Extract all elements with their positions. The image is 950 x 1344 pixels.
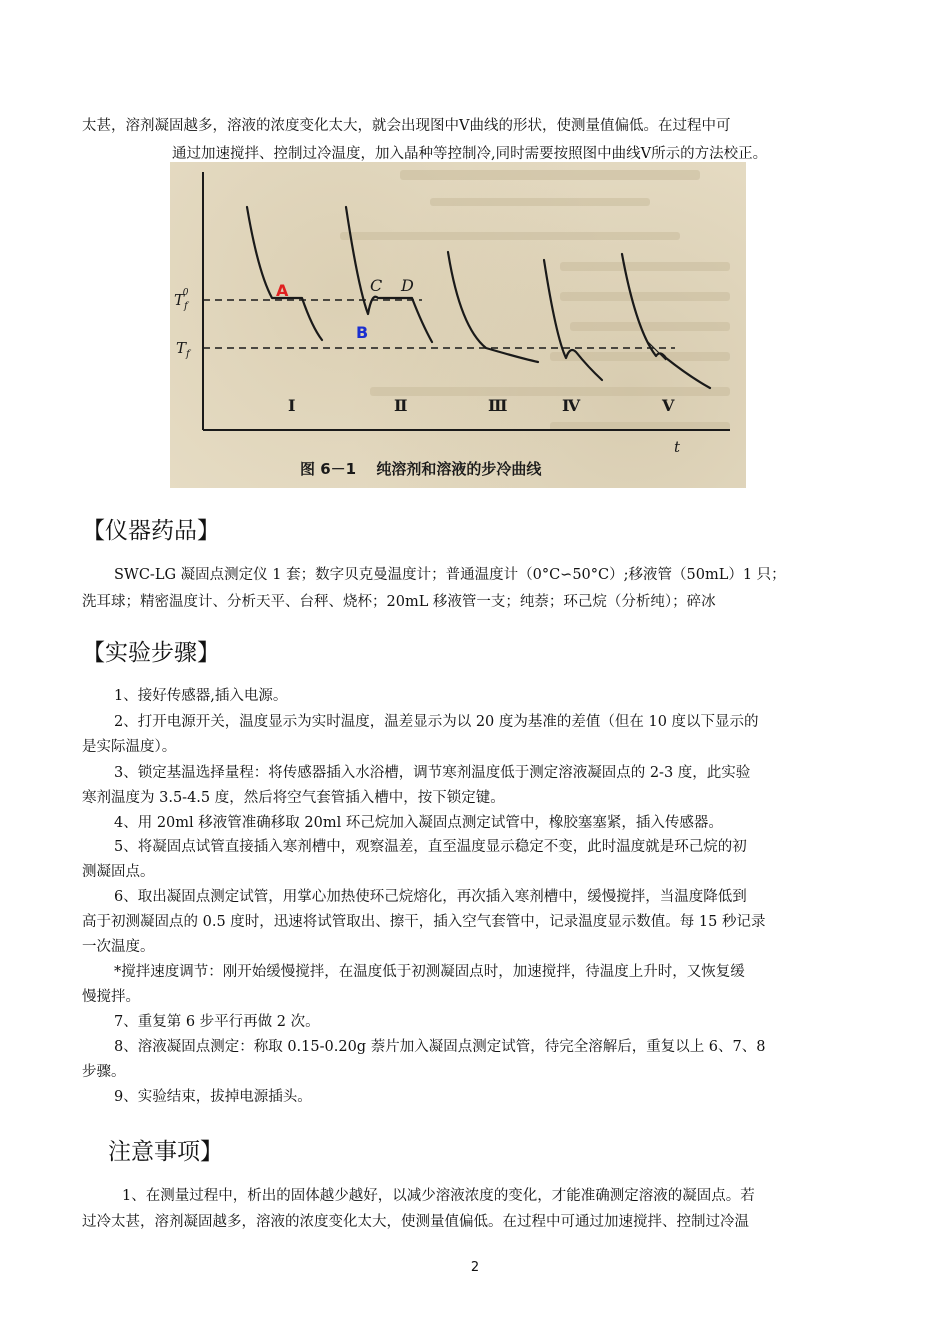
point-b-label: B bbox=[356, 323, 369, 342]
tf-label: $T_f$ bbox=[176, 339, 190, 360]
curve-4 bbox=[544, 260, 602, 380]
curve-2 bbox=[346, 207, 432, 342]
curve-label-2: Ⅱ bbox=[394, 396, 408, 415]
step-line: *搅拌速度调节：刚开始缓慢搅拌，在温度低于初测凝固点时，加速搅拌，待温度上升时，又恢复缓 bbox=[114, 964, 745, 980]
step-line: 3、锁定基温选择量程：将传感器插入水浴槽，调节寒剂温度低于测定溶液凝固点的 2-3 度，此实验 bbox=[114, 765, 751, 781]
instruments-heading: 【仪器药品】 bbox=[82, 518, 220, 544]
step-line: 寒剂温度为 3.5-4.5 度，然后将空气套管插入槽中，按下锁定键。 bbox=[82, 790, 505, 806]
page-number: 2 bbox=[470, 1260, 480, 1275]
step-line: 是实际温度）。 bbox=[82, 739, 177, 755]
curve-label-1: Ⅰ bbox=[288, 396, 296, 415]
step-line: 测凝固点。 bbox=[82, 864, 155, 880]
curve-label-4: Ⅳ bbox=[562, 396, 581, 415]
steps-heading: 【实验步骤】 bbox=[82, 640, 220, 666]
notes-line-2: 过冷太甚，溶剂凝固越多，溶液的浓度变化太大，使测量值偏低。在过程中可通过加速搅拌、控制过冷温 bbox=[82, 1214, 749, 1230]
point-c-label: C bbox=[370, 276, 383, 295]
step-line: 慢搅拌。 bbox=[82, 989, 140, 1005]
step-line: 6、取出凝固点测定试管，用掌心加热使环己烷熔化，再次插入寒剂槽中，缓慢搅拌，当温度降低到 bbox=[114, 889, 747, 905]
step-line: 4、用 20ml 移液管准确移取 20ml 环己烷加入凝固点测定试管中，橡胶塞塞紧，插入传感器。 bbox=[114, 815, 723, 831]
cooling-curve-svg bbox=[170, 162, 746, 488]
instruments-line-1: SWC-LG 凝固点测定仪 1 套；数字贝克曼温度计；普通温度计（0°C∽50°C）;移液管（50mL）1 只； bbox=[114, 567, 786, 583]
curve-3 bbox=[448, 252, 538, 362]
step-line: 7、重复第 6 步平行再做 2 次。 bbox=[114, 1014, 320, 1030]
cooling-curve-figure bbox=[170, 162, 746, 488]
figure-caption: 图 6－1 纯溶剂和溶液的步冷曲线 bbox=[300, 460, 542, 478]
step-line: 2、打开电源开关，温度显示为实时温度，温差显示为以 20 度为基准的差值（但在 10 度以下显示的 bbox=[114, 714, 759, 730]
notes-heading: 注意事项】 bbox=[108, 1139, 223, 1165]
notes-line-1: 1、在测量过程中，析出的固体越少越好，以减少溶液浓度的变化，才能准确测定溶液的凝固点。若 bbox=[122, 1188, 755, 1204]
curve-label-3: Ⅲ bbox=[488, 396, 508, 415]
tf0-label: $T_f0$ bbox=[174, 288, 189, 312]
curve-label-5: Ⅴ bbox=[662, 396, 675, 415]
step-line: 高于初测凝固点的 0.5 度时，迅速将试管取出、擦干，插入空气套管中，记录温度显示数值。每 15 秒记录 bbox=[82, 914, 766, 930]
step-line: 一次温度。 bbox=[82, 939, 155, 955]
intro-line-2: 通过加速搅拌、控制过冷温度，加入晶种等控制冷,同时需要按照图中曲线Ⅴ所示的方法校正。 bbox=[172, 146, 768, 162]
point-d-label: D bbox=[401, 276, 414, 295]
intro-line-1: 太甚，溶剂凝固越多，溶液的浓度变化太大，就会出现图中Ⅴ曲线的形状，使测量值偏低。在过程中可 bbox=[82, 118, 731, 134]
step-line: 步骤。 bbox=[82, 1064, 126, 1080]
step-line: 1、接好传感器,插入电源。 bbox=[114, 688, 288, 704]
x-axis-label: t bbox=[674, 438, 681, 456]
step-line: 9、实验结束，拔掉电源插头。 bbox=[114, 1089, 312, 1105]
point-a-label: A bbox=[276, 281, 289, 300]
curve-1 bbox=[247, 207, 322, 340]
instruments-line-2: 洗耳球；精密温度计、分析天平、台秤、烧杯；20mL 移液管一支；纯萘；环己烷（分析纯）；碎冰 bbox=[82, 594, 716, 610]
curve-5 bbox=[622, 254, 710, 388]
step-line: 5、将凝固点试管直接插入寒剂槽中，观察温差，直至温度显示稳定不变，此时温度就是环己烷的初 bbox=[114, 839, 747, 855]
step-line: 8、溶液凝固点测定：称取 0.15-0.20g 萘片加入凝固点测定试管，待完全溶解后，重复以上 6、7、8 bbox=[114, 1039, 766, 1055]
